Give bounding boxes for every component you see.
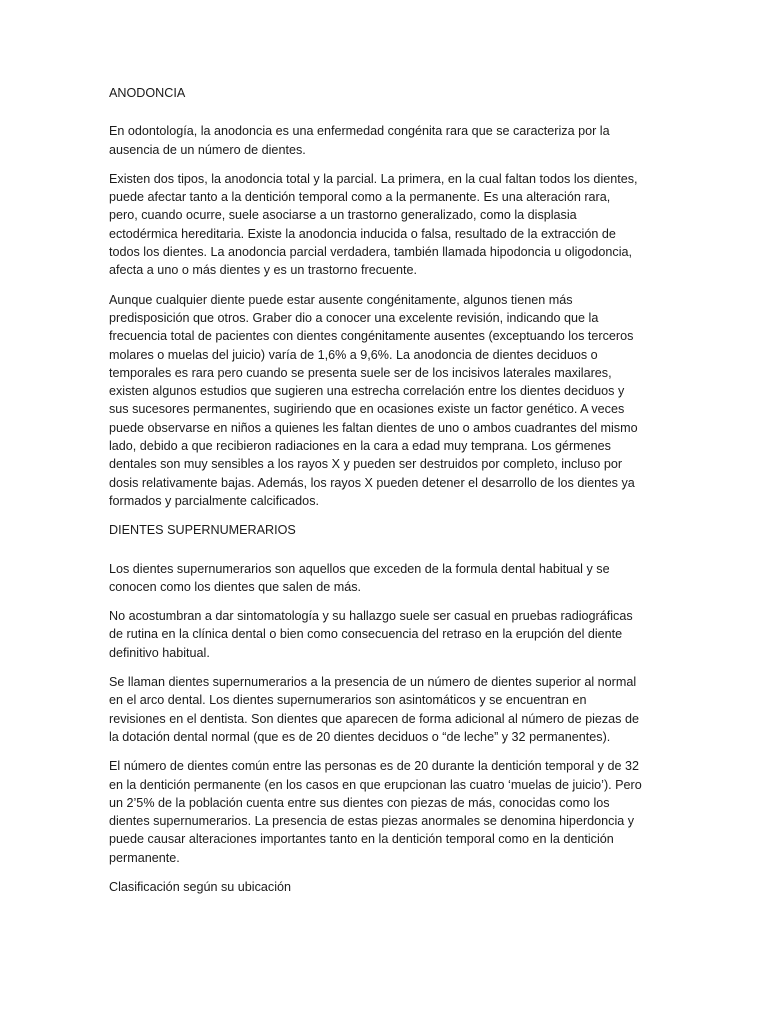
paragraph-line: revisiones en el dentista. Son dientes que aparecen de forma adicional al número de piezas de xyxy=(109,711,639,726)
paragraph-line: El número de dientes común entre las personas es de 20 durante la dentición temporal y de 32 xyxy=(109,759,639,774)
paragraph xyxy=(109,122,661,159)
paragraph-line: ectodérmica hereditaria. Existe la anodoncia inducida o falsa, resultado de la extracción de xyxy=(109,226,616,241)
paragraph-line: puede afectar tanto a la dentición temporal como a la permanente. Es una alteración rara, xyxy=(109,190,611,205)
paragraph-line: Los dientes supernumerarios son aquellos que exceden de la formula dental habitual y se xyxy=(109,561,610,576)
paragraph-line: molares o muelas del juicio) varía de 1,6% a 9,6%. La anodoncia de dientes deciduos o xyxy=(109,347,598,362)
section-heading-clasificacion: Clasificación según su ubicación xyxy=(109,879,292,894)
paragraph xyxy=(109,757,661,867)
paragraph-line: definitivo habitual. xyxy=(109,645,210,660)
paragraph-line: afecta a uno o más dientes y es un trastorno frecuente. xyxy=(109,263,418,278)
paragraph-line: en el arco dental. Los dientes supernumerarios son asintomáticos y se encuentran en xyxy=(109,693,587,708)
paragraph-line: existen algunos estudios que sugieren una estrecha correlación entre los dientes deciduos y xyxy=(109,384,625,399)
paragraph-line: formados y parcialmente calcificados. xyxy=(109,493,319,508)
paragraph-line: dosis relativamente bajas. Además, los rayos X pueden detener el desarrollo de los dientes ya xyxy=(109,475,635,490)
paragraph-line: la dotación dental normal (que es de 20 dientes deciduos o “de leche” y 32 permanentes). xyxy=(109,729,611,744)
paragraph xyxy=(109,560,661,597)
paragraph xyxy=(109,673,661,746)
paragraph-line: Existen dos tipos, la anodoncia total y la parcial. La primera, en la cual faltan todos los dientes, xyxy=(109,171,638,186)
paragraph-line: dentales son muy sensibles a los rayos X y pueden ser destruidos por completo, incluso por xyxy=(109,457,623,472)
paragraph-line: todos los dientes. La anodoncia parcial verdadera, también llamada hipodoncia u oligodoncia, xyxy=(109,245,632,260)
paragraph-line: Se llaman dientes supernumerarios a la presencia de un número de dientes superior al normal xyxy=(109,675,637,690)
paragraph-line: dientes supernumerarios. La presencia de estas piezas anormales se denomina hiperdoncia y xyxy=(109,814,635,829)
paragraph xyxy=(109,170,661,280)
paragraph-line: lado, debido a que recibieron radiaciones en la cara a edad muy temprana. Los gérmenes xyxy=(109,439,611,454)
paragraph-line: un 2’5% de la población cuenta entre sus dientes con piezas de más, conocidas como los xyxy=(109,795,610,810)
paragraph-line: No acostumbran a dar sintomatología y su hallazgo suele ser casual en pruebas radiográficas xyxy=(109,609,633,624)
section-heading-anodoncia: ANODONCIA xyxy=(109,86,186,100)
paragraph-line: Aunque cualquier diente puede estar ausente congénitamente, algunos tienen más xyxy=(109,292,573,307)
paragraph-line: predisposición que otros. Graber dio a conocer una excelente revisión, indicando que la xyxy=(109,310,599,325)
paragraph-line: puede causar alteraciones importantes tanto en la dentición temporal como en la dentición xyxy=(109,832,614,847)
paragraph-line: permanente. xyxy=(109,850,180,865)
paragraph xyxy=(109,607,661,662)
paragraph-line: sus sucesores permanentes, sugiriendo que en ocasiones existe un factor genético. A veces xyxy=(109,402,625,417)
paragraph-line: de rutina en la clínica dental o bien como consecuencia del retraso en la erupción del diente xyxy=(109,627,623,642)
paragraph-line: temporales es rara pero cuando se presenta suele ser de los incisivos laterales maxilares, xyxy=(109,365,612,380)
paragraph-line: puede observarse en niños a quienes les faltan dientes de uno o ambos cuadrantes del mismo xyxy=(109,420,638,435)
paragraph-line: En odontología, la anodoncia es una enfermedad congénita rara que se caracteriza por la xyxy=(109,124,610,139)
paragraph-line: en la dentición permanente (en los casos en que erupcionan las cuatro ‘muelas de juicio’). Pero xyxy=(109,777,642,792)
paragraph-line: conocen como los dientes que salen de más. xyxy=(109,579,362,594)
document-page xyxy=(109,84,661,916)
paragraph-line: ausencia de un número de dientes. xyxy=(109,142,306,157)
paragraph-line: frecuencia total de pacientes con dientes congénitamente ausentes (exceptuando los terceros xyxy=(109,329,634,344)
paragraph-line: pero, cuando ocurre, suele asociarse a un trastorno generalizado, como la displasia xyxy=(109,208,577,223)
section-heading-supernumerarios: DIENTES SUPERNUMERARIOS xyxy=(109,523,296,538)
paragraph xyxy=(109,291,661,511)
